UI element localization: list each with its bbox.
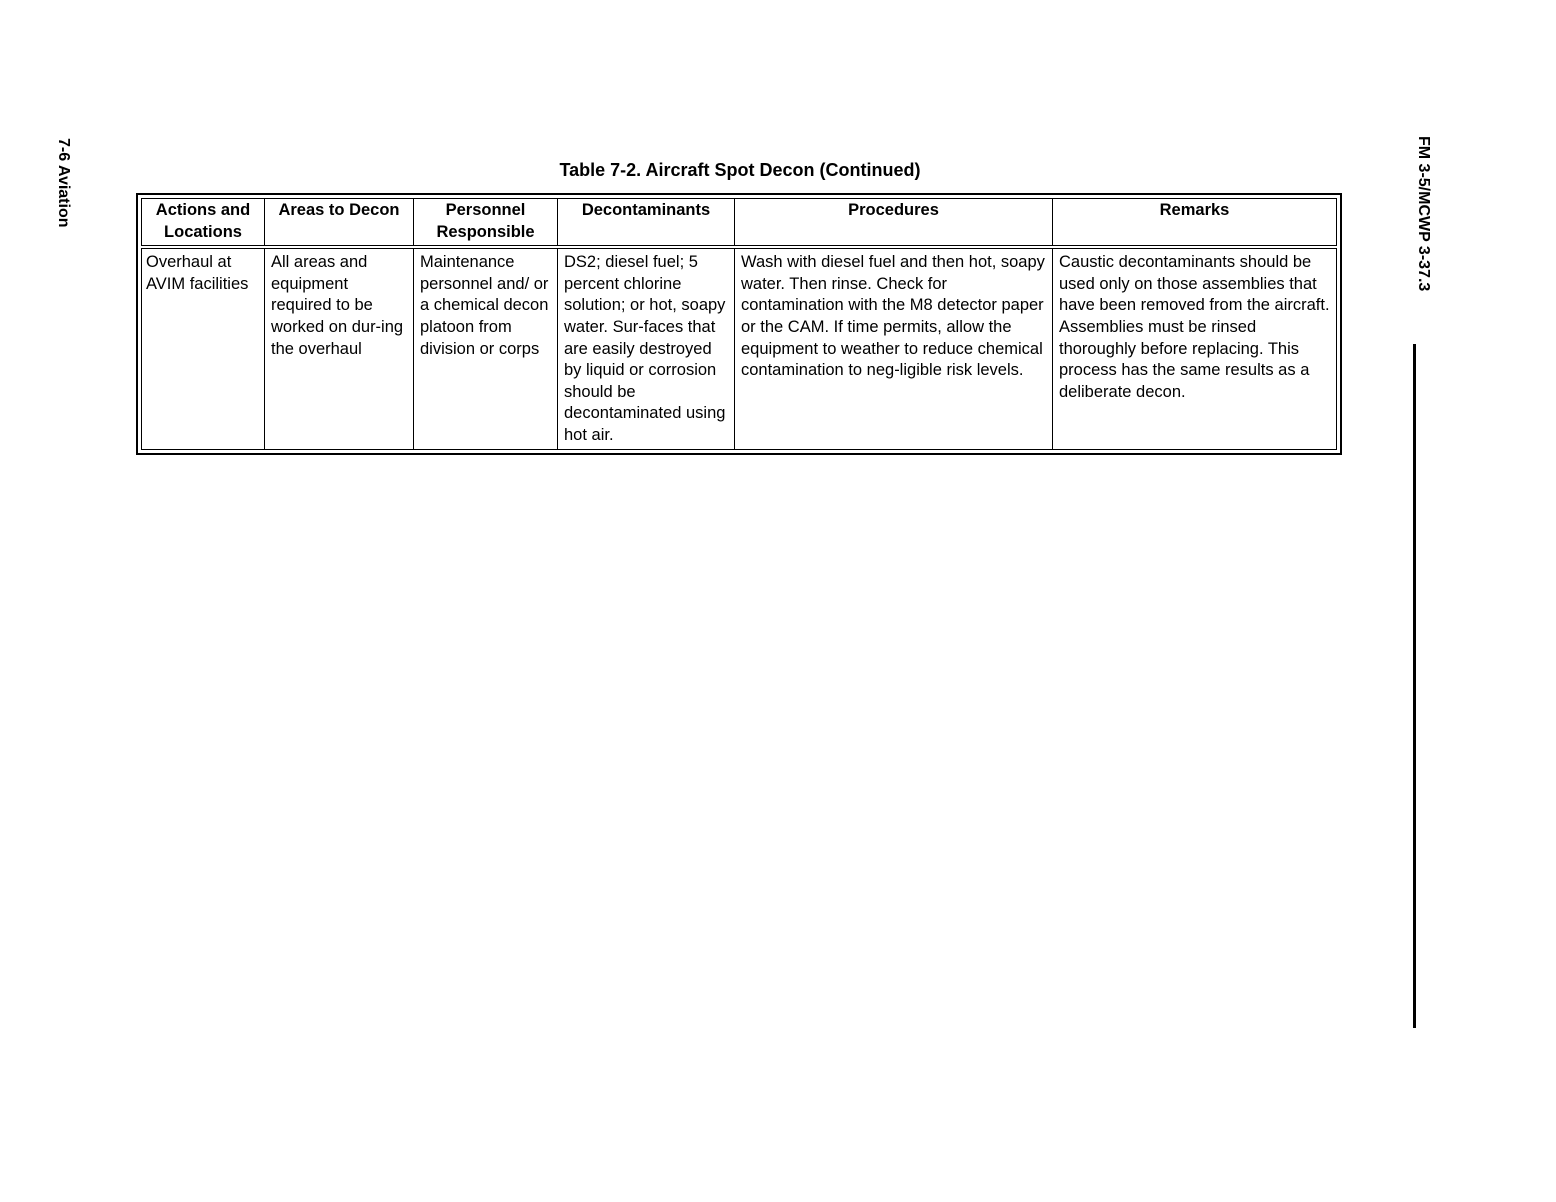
margin-rule [1413, 344, 1416, 1028]
cell-remarks: Caustic decontaminants should be used only on those assemblies that have been removed from the aircraft. Assemblies must be rinsed thoroughly before replacing. This process has the same results as a deliberate decon. [1053, 247, 1337, 449]
header-actions-locations: Actions and Locations [142, 199, 265, 248]
header-decontaminants: Decontaminants [558, 199, 735, 248]
header-procedures: Procedures [735, 199, 1053, 248]
table-title: Table 7-2. Aircraft Spot Decon (Continued) [559, 160, 921, 180]
table-row [142, 247, 1337, 449]
table-header-row [142, 199, 1337, 248]
decon-table-frame [136, 193, 1342, 455]
cell-procedures: Wash with diesel fuel and then hot, soapy water. Then rinse. Check for contamination with the M8 detector paper or the CAM. If time permits, allow the equipment to weather to reduce chemical contamination to neg-ligible risk levels. [735, 247, 1053, 449]
header-remarks: Remarks [1053, 199, 1337, 248]
header-areas-to-decon: Areas to Decon [265, 199, 414, 248]
cell-actions-locations: Overhaul at AVIM facilities [142, 247, 265, 449]
cell-areas-to-decon: All areas and equipment required to be worked on dur-ing the overhaul [265, 247, 414, 449]
cell-decontaminants: DS2; diesel fuel; 5 percent chlorine solution; or hot, soapy water. Sur-faces that are easily destroyed by liquid or corrosion should be decontaminated using hot air. [558, 247, 735, 449]
page-running-header-left [48, 138, 74, 258]
page-running-header-right [1408, 136, 1434, 316]
publication-id: FM 3-5/MCWP 3-37.3 [1415, 136, 1432, 292]
header-personnel-responsible: Personnel Responsible [414, 199, 558, 248]
page-number-section: 7-6 Aviation [55, 138, 72, 228]
cell-personnel-responsible: Maintenance personnel and/ or a chemical decon platoon from division or corps [414, 247, 558, 449]
decon-table [141, 198, 1337, 450]
